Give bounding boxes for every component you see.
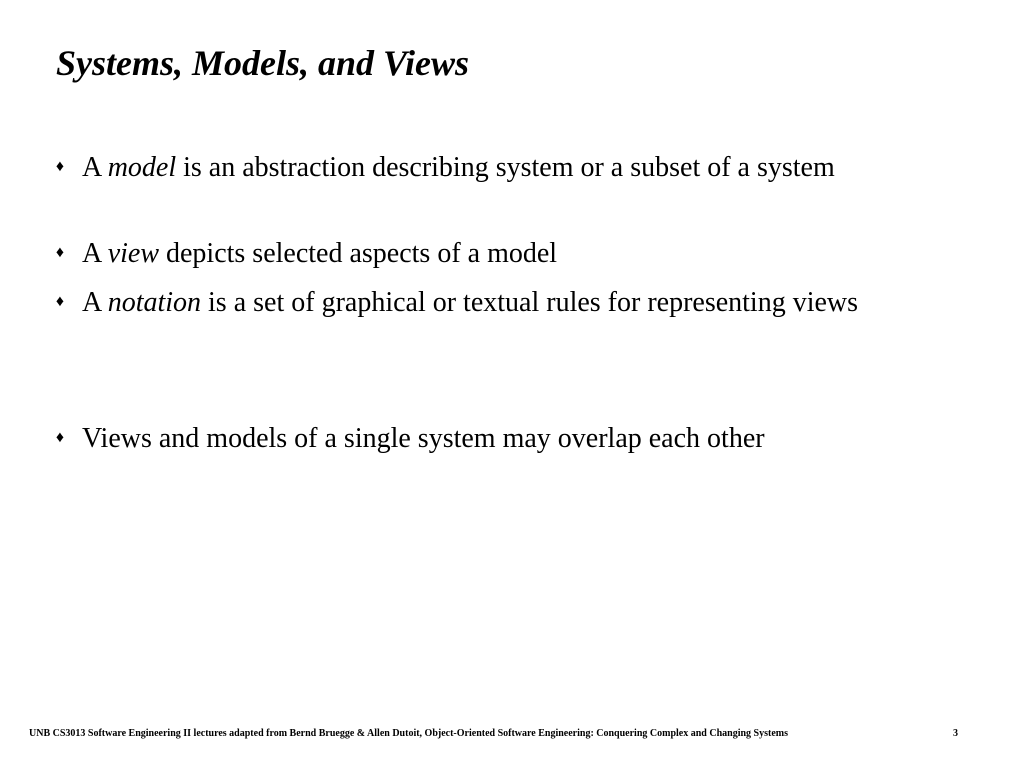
bullet-prefix: A xyxy=(82,152,108,183)
diamond-bullet-icon: ♦ xyxy=(55,293,65,310)
bullet-text xyxy=(82,285,962,321)
diamond-bullet-icon: ♦ xyxy=(55,429,65,446)
bullet-text xyxy=(82,150,962,186)
slide-title: Systems, Models, and Views xyxy=(56,43,470,83)
bullet-text xyxy=(82,236,962,272)
bullet-rest: is a set of graphical or textual rules for representing views xyxy=(201,287,859,318)
bullet-term: view xyxy=(107,238,159,269)
page-number: 3 xyxy=(953,728,958,739)
bullet-text: Views and models of a single system may overlap each other xyxy=(82,423,765,454)
diamond-bullet-icon: ♦ xyxy=(55,244,65,261)
bullet-rest: is an abstraction describing system or a subset of a system xyxy=(176,152,835,183)
bullet-term: model xyxy=(107,152,177,183)
bullet-term: notation xyxy=(107,287,202,318)
bullet-prefix: A xyxy=(82,238,108,269)
slide-footer: UNB CS3013 Software Engineering II lectures adapted from Bernd Bruegge & Allen Dutoit, Object-Oriented Software Engineering: Conquering Complex and Changing Systems xyxy=(29,728,788,739)
bullet-rest: depicts selected aspects of a model xyxy=(159,238,558,269)
bullet-prefix: A xyxy=(82,287,108,318)
diamond-bullet-icon: ♦ xyxy=(55,158,65,175)
